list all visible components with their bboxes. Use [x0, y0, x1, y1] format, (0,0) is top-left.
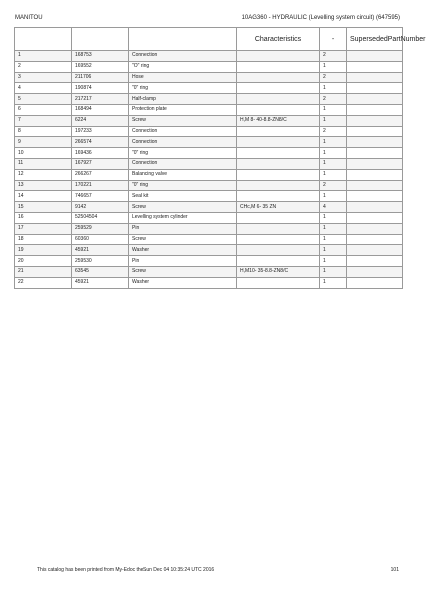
header-part-number [72, 28, 129, 51]
header-quantity: - [320, 28, 347, 51]
cell-description: Washer [129, 277, 237, 288]
table-row [15, 245, 403, 256]
cell-description: Screw [129, 234, 237, 245]
cell-description: Pin [129, 256, 237, 267]
table-row [15, 266, 403, 277]
cell-quantity: 1 [320, 158, 347, 169]
cell-quantity: 2 [320, 72, 347, 83]
cell-quantity: 1 [320, 277, 347, 288]
cell-part-number: 45921 [72, 277, 129, 288]
cell-quantity: 1 [320, 223, 347, 234]
cell-description: Screw [129, 266, 237, 277]
cell-superseded-part-number [347, 212, 403, 223]
footer-note: This catalog has been printed from My-Edoc the [37, 567, 144, 573]
table-row [15, 202, 403, 213]
cell-description: Connection [129, 137, 237, 148]
cell-description: Protection plate [129, 104, 237, 115]
cell-description: Connection [129, 51, 237, 62]
cell-part-number: 197233 [72, 126, 129, 137]
cell-index: 18 [15, 234, 72, 245]
header-index [15, 28, 72, 51]
cell-characteristics [237, 104, 320, 115]
cell-index: 11 [15, 158, 72, 169]
cell-description: Screw [129, 202, 237, 213]
cell-quantity: 2 [320, 94, 347, 105]
cell-part-number: 9142 [72, 202, 129, 213]
cell-description: Pin [129, 223, 237, 234]
cell-quantity: 1 [320, 245, 347, 256]
table-row [15, 104, 403, 115]
cell-quantity: 1 [320, 61, 347, 72]
cell-quantity: 1 [320, 234, 347, 245]
cell-index: 9 [15, 137, 72, 148]
cell-quantity: 1 [320, 256, 347, 267]
cell-index: 20 [15, 256, 72, 267]
table-row [15, 83, 403, 94]
table-row [15, 256, 403, 267]
cell-part-number: 259529 [72, 223, 129, 234]
cell-characteristics [237, 137, 320, 148]
cell-description: "O" ring [129, 61, 237, 72]
header-superseded-part-number: SupersededPartNumber [347, 28, 403, 51]
cell-characteristics: H,M10- 35-8.8-ZN8/C [237, 266, 320, 277]
cell-characteristics [237, 234, 320, 245]
cell-quantity: 1 [320, 115, 347, 126]
page-number: 101 [390, 567, 399, 573]
table-header-row [15, 28, 403, 51]
cell-superseded-part-number [347, 148, 403, 159]
cell-index: 14 [15, 191, 72, 202]
cell-index: 10 [15, 148, 72, 159]
cell-description: Connection [129, 126, 237, 137]
cell-part-number: 259530 [72, 256, 129, 267]
cell-part-number: 45921 [72, 245, 129, 256]
cell-index: 8 [15, 126, 72, 137]
cell-characteristics [237, 148, 320, 159]
cell-part-number: 168494 [72, 104, 129, 115]
cell-quantity: 2 [320, 180, 347, 191]
cell-description: Levelling system cylinder [129, 212, 237, 223]
cell-description: Half-clamp [129, 94, 237, 105]
cell-part-number: 746657 [72, 191, 129, 202]
table-row [15, 223, 403, 234]
cell-characteristics [237, 191, 320, 202]
cell-characteristics: H,M 8- 40-8.8-ZN8/C [237, 115, 320, 126]
table-row [15, 94, 403, 105]
cell-part-number: 63545 [72, 266, 129, 277]
cell-characteristics [237, 277, 320, 288]
cell-characteristics [237, 83, 320, 94]
cell-quantity: 1 [320, 266, 347, 277]
cell-index: 22 [15, 277, 72, 288]
table-row [15, 148, 403, 159]
cell-characteristics [237, 94, 320, 105]
cell-characteristics [237, 126, 320, 137]
cell-characteristics [237, 256, 320, 267]
cell-description: "0" ring [129, 180, 237, 191]
cell-superseded-part-number [347, 245, 403, 256]
table-row [15, 169, 403, 180]
cell-description: Balancing valve [129, 169, 237, 180]
cell-superseded-part-number [347, 83, 403, 94]
table-row [15, 51, 403, 62]
cell-part-number: 169436 [72, 148, 129, 159]
cell-part-number: 266574 [72, 137, 129, 148]
cell-superseded-part-number [347, 234, 403, 245]
cell-index: 17 [15, 223, 72, 234]
cell-characteristics [237, 245, 320, 256]
table-row [15, 72, 403, 83]
cell-superseded-part-number [347, 256, 403, 267]
cell-index: 3 [15, 72, 72, 83]
cell-description: Screw [129, 115, 237, 126]
table-row [15, 191, 403, 202]
cell-quantity: 1 [320, 83, 347, 94]
cell-superseded-part-number [347, 104, 403, 115]
cell-quantity: 2 [320, 126, 347, 137]
cell-characteristics [237, 72, 320, 83]
cell-quantity: 1 [320, 137, 347, 148]
cell-index: 1 [15, 51, 72, 62]
cell-characteristics [237, 212, 320, 223]
cell-superseded-part-number [347, 126, 403, 137]
cell-part-number: 190874 [72, 83, 129, 94]
table-row [15, 234, 403, 245]
cell-superseded-part-number [347, 223, 403, 234]
cell-superseded-part-number [347, 137, 403, 148]
cell-index: 5 [15, 94, 72, 105]
cell-part-number: 266267 [72, 169, 129, 180]
cell-characteristics [237, 223, 320, 234]
cell-description: Seal kit [129, 191, 237, 202]
table-row [15, 61, 403, 72]
document-title: 10AG360 - HYDRAULIC (Levelling system circuit) (647595) [241, 15, 400, 21]
parts-table-body [15, 51, 403, 289]
cell-part-number: 6224 [72, 115, 129, 126]
cell-index: 4 [15, 83, 72, 94]
cell-quantity: 1 [320, 148, 347, 159]
cell-part-number: 211706 [72, 72, 129, 83]
cell-quantity: 4 [320, 202, 347, 213]
cell-part-number: 168753 [72, 51, 129, 62]
cell-superseded-part-number [347, 61, 403, 72]
footer-date: Sun Dec 04 10:35:24 UTC 2016 [143, 567, 215, 573]
header-characteristics: Characteristics [237, 28, 320, 51]
cell-index: 19 [15, 245, 72, 256]
cell-superseded-part-number [347, 180, 403, 191]
cell-description: Hose [129, 72, 237, 83]
cell-quantity: 1 [320, 104, 347, 115]
cell-characteristics: CHc,M 6- 35 ZN [237, 202, 320, 213]
cell-characteristics [237, 51, 320, 62]
cell-part-number: 52504504 [72, 212, 129, 223]
parts-table [14, 27, 426, 289]
cell-index: 7 [15, 115, 72, 126]
cell-part-number: 169552 [72, 61, 129, 72]
cell-description: "0" ring [129, 148, 237, 159]
cell-superseded-part-number [347, 115, 403, 126]
cell-characteristics [237, 180, 320, 191]
cell-characteristics [237, 158, 320, 169]
table-row [15, 137, 403, 148]
cell-characteristics [237, 61, 320, 72]
cell-part-number: 170221 [72, 180, 129, 191]
cell-index: 13 [15, 180, 72, 191]
header-description [129, 28, 237, 51]
cell-superseded-part-number [347, 51, 403, 62]
cell-superseded-part-number [347, 158, 403, 169]
cell-part-number: 217217 [72, 94, 129, 105]
cell-index: 21 [15, 266, 72, 277]
cell-index: 16 [15, 212, 72, 223]
cell-superseded-part-number [347, 202, 403, 213]
cell-index: 15 [15, 202, 72, 213]
cell-superseded-part-number [347, 72, 403, 83]
cell-quantity: 1 [320, 212, 347, 223]
cell-description: Connection [129, 158, 237, 169]
cell-part-number: 60360 [72, 234, 129, 245]
cell-quantity: 2 [320, 51, 347, 62]
cell-superseded-part-number [347, 169, 403, 180]
table-row [15, 212, 403, 223]
cell-superseded-part-number [347, 266, 403, 277]
cell-quantity: 1 [320, 191, 347, 202]
cell-index: 2 [15, 61, 72, 72]
cell-part-number: 167927 [72, 158, 129, 169]
table-row [15, 158, 403, 169]
table-row [15, 277, 403, 288]
cell-index: 6 [15, 104, 72, 115]
table-row [15, 126, 403, 137]
brand-label: MANITOU [15, 15, 43, 21]
cell-characteristics [237, 169, 320, 180]
cell-description: Washer [129, 245, 237, 256]
cell-quantity: 1 [320, 169, 347, 180]
table-row [15, 115, 403, 126]
cell-superseded-part-number [347, 94, 403, 105]
cell-superseded-part-number [347, 191, 403, 202]
cell-superseded-part-number [347, 277, 403, 288]
cell-index: 12 [15, 169, 72, 180]
cell-description: "0" ring [129, 83, 237, 94]
table-row [15, 180, 403, 191]
